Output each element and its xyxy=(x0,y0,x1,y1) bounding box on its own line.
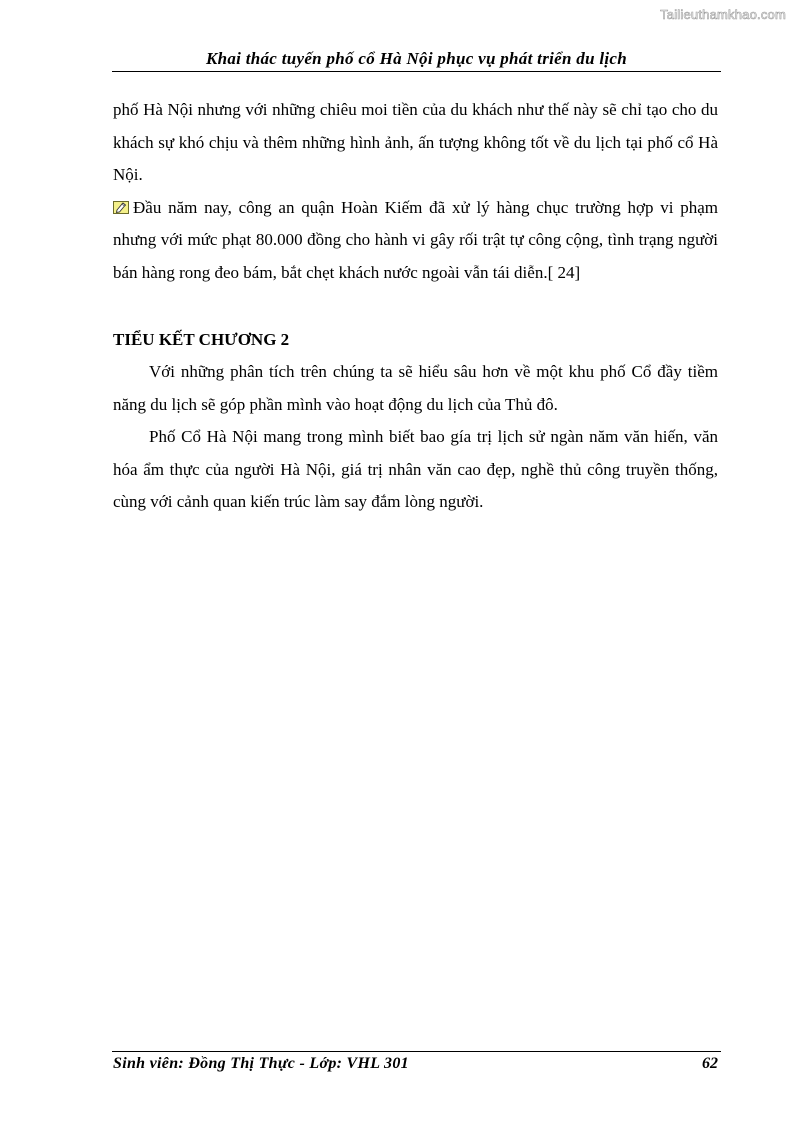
note-text: Đầu năm nay, công an quận Hoàn Kiếm đã xử lý hàng chục trường hợp vi phạm nhưng với mức phạt 80.000 đồng cho hành vi gây rối trật tự công cộng, tình trạng người bán hàng rong đeo bám, bắt chẹt khách nước ngoài vẫn tái diễn.[ 24] xyxy=(113,197,718,282)
section-heading: TIỂU KẾT CHƯƠNG 2 xyxy=(113,330,290,349)
page-number: 62 xyxy=(702,1055,718,1072)
footer-student-info: Sinh viên: Đồng Thị Thực - Lớp: VHL 301 xyxy=(113,1055,409,1072)
paragraph-summary-2: Phố Cổ Hà Nội mang trong mình biết bao gía trị lịch sử ngàn năm văn hiến, văn hóa ẩm thực của người Hà Nội, giá trị nhân văn cao đẹp, nghề thủ công truyền thống, cùng với cảnh quan kiến trúc làm say đắm lòng người. xyxy=(113,427,718,511)
paragraph-continuation: phố Hà Nội nhưng với những chiêu moi tiền của du khách như thế này sẽ chỉ tạo cho du khách sự khó chịu và thêm những hình ảnh, ấn tượng không tốt về du lịch tại phố cổ Hà Nội. xyxy=(113,100,718,184)
running-header-title: Khai thác tuyến phố cổ Hà Nội phục vụ phát triển du lịch xyxy=(205,49,628,68)
paragraph-summary-1: Với những phân tích trên chúng ta sẽ hiểu sâu hơn về một khu phố Cổ đầy tiềm năng du lịch sẽ góp phần mình vào hoạt động du lịch của Thủ đô. xyxy=(113,362,718,414)
watermark: Tailieuthamkhao.com xyxy=(660,7,786,22)
paragraph-note xyxy=(113,192,718,290)
note-pencil-icon xyxy=(113,201,129,214)
page-content xyxy=(113,94,718,519)
footer-rule xyxy=(112,1051,721,1052)
header-rule xyxy=(112,71,721,72)
